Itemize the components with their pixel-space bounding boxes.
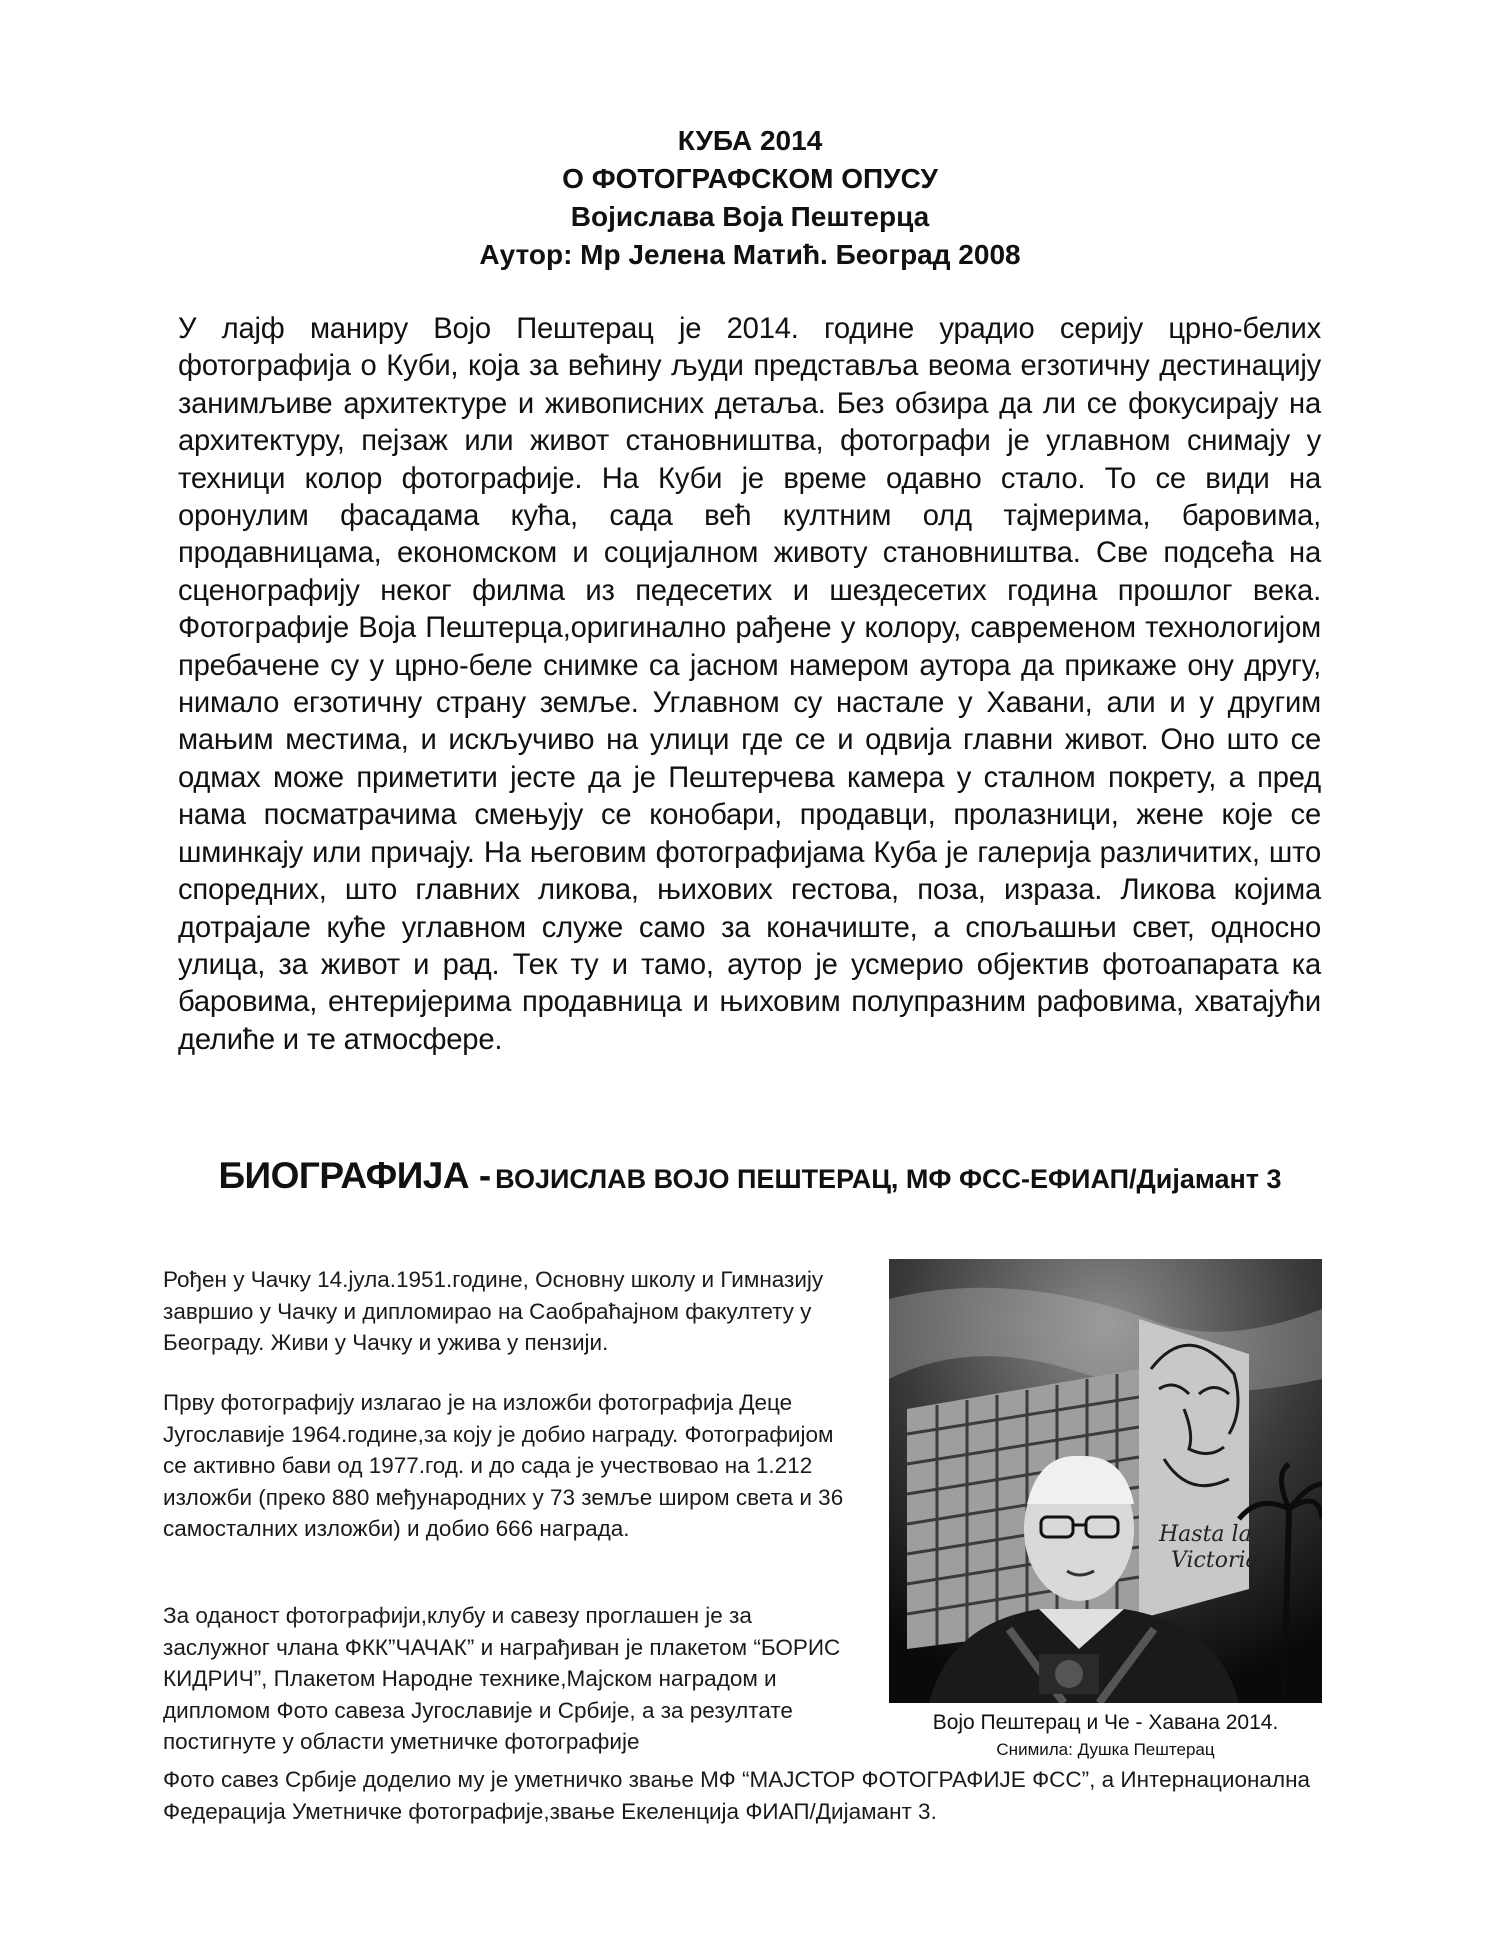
photo-credit: Снимила: Душка Пештерац [996,1740,1215,1759]
biography-title-main: БИОГРАФИЈА - [218,1155,491,1196]
biography-paragraph-2: Прву фотографију излагао је на изложби фотографија Деце Југославије 1964.године,за коју је добио награду. Фотографијом се активно бави од 1977.год. и до сада је учествовао на 1.212 изложби (преко 880 међународних у 73 земље широм света и 36 самосталних изложби) и добио 666 награда. [163,1390,844,1542]
biography-title [0,1155,1500,1197]
heading-line-1: КУБА 2014 [677,125,823,156]
svg-text:Victoria: Victoria [1171,1548,1259,1573]
biography-title-name: ВОЈИСЛАВ ВОЈО ПЕШТЕРАЦ, МФ ФСС-ЕФИАП/Дијамант 3 [495,1164,1282,1194]
photo-caption: Војо Пештерац и Че - Хавана 2014. [932,1711,1279,1734]
portrait-photo-illustration [889,1259,1322,1703]
portrait-photo [889,1259,1322,1703]
document-heading [0,122,1500,274]
heading-line-4: Аутор: Мр Јелена Матић. Београд 2008 [479,239,1021,270]
biography-paragraph-3-continued: Фото савез Србије доделио му је уметничко звање МФ “МАЈСТОР ФОТОГРАФИЈЕ ФСС”, а Интернационална Федерација Уметничке фотографије,звање Екеленција ФИАП/Дијамант 3. [163,1767,1311,1824]
svg-text:Hasta la: Hasta la [1159,1522,1252,1547]
biography-paragraph-3: За оданост фотографији,клубу и савезу проглашен је за заслужног члана ФКК”ЧАЧАК” и награђиван је плакетом “БОРИС КИДРИЧ”, Плакетом Народне технике,Мајском наградом и дипломом Фото савеза Југославије и Србије, а за резултате постигнуте у области уметничке фотографије [163,1603,841,1755]
heading-line-3: Војислава Воја Пештерца [570,201,930,232]
biography-paragraph-1: Рођен у Чачку 14.јула.1951.године, Основну школу и Гимназију завршио у Чачку и дипломирао на Саобраћајном факултету у Београду. Живи у Чачку и ужива у пензији. [163,1267,824,1356]
article-paragraph: У лајф маниру Војо Пештерац је 2014. године урадио серију црно-белих фотографија о Куби, која за већину људи представља веома егзотичну дестинацију занимљиве архитектуре и живописних детаља. Без обзира да ли се фокусирају на архитектуру, пејзаж или живот становништва, фотографи је углавном снимају у техници колор фотографије. На Куби је време одавно стало. То се види на оронулим фасадама кућа, сада већ култним олд тајмерима, баровима, продавницама, економском и социјалном животу становништва. Све подсећа на сценографију неког филма из педесетих и шездесетих година прошлог века. Фотографије Воја Пештерца,оригинално рађене у колору, савременом технологијом пребачене су у црно-беле снимке са јасном намером аутора да прикаже ону другу, нимало егзотичну страну земље. Углавном су настале у Хавани, али и у другим мањим местима, и искључиво на улици где се и одвија главни живот. Оно што се одмах може приметити јесте да је Пештерчева камера у сталном покрету, а пред нама посматрачима смењују се конобари, продавци, пролазници, жене које се шминкају или причају. На његовим фотографијама Куба је галерија различитих, што споредних, што главних ликова, њихових гестова, поза, израза. Ликова којима дотрајале куће углавном служе само за коначиште, а спољашњи свет, односно улица, за живот и рад. Тек ту и тамо, аутор је усмерио објектив фотоапарата ка баровима, ентеријерима продавница и њиховим полупразним рафовима, хватајући делиће и те атмосфере. [178,313,1321,1056]
heading-line-2: О ФОТОГРАФСКОМ ОПУСУ [562,163,938,194]
